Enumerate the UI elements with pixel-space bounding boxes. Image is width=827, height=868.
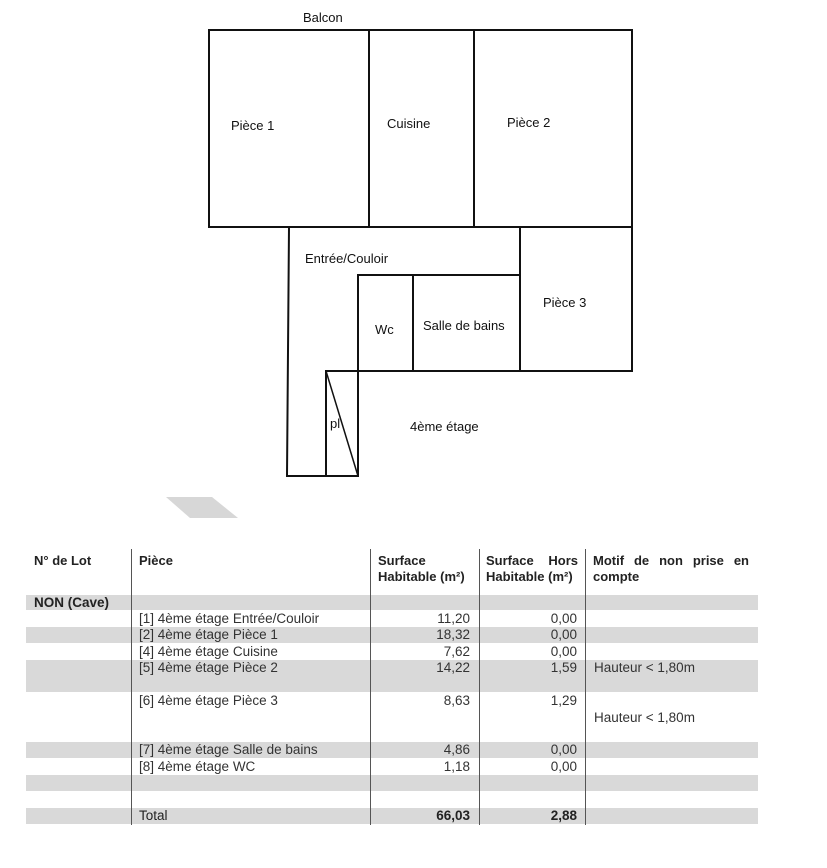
label-sdb: Salle de bains [423, 318, 505, 333]
row-surface-hors: 0,00 [550, 611, 577, 626]
floor-label: 4ème étage [410, 419, 479, 434]
surface-table [26, 549, 758, 829]
row-surface-hors: 0,00 [550, 759, 577, 774]
total-surface-habitable: 66,03 [436, 808, 470, 823]
row-surface-hors: 1,59 [550, 660, 577, 675]
row-piece: [7] 4ème étage Salle de bains [139, 742, 318, 757]
column-separator [370, 549, 371, 825]
label-piece3: Pièce 3 [543, 295, 587, 310]
label-piece2: Pièce 2 [507, 115, 551, 130]
row-surface-habitable: 18,32 [436, 627, 470, 642]
row-piece: [6] 4ème étage Pièce 3 [139, 693, 278, 708]
header-motif: Motif de non prise en compte [593, 553, 749, 584]
room-piece2 [474, 30, 632, 227]
balcon-label: Balcon [303, 10, 343, 25]
row-surface-hors: 0,00 [550, 644, 577, 659]
row-surface-hors: 0,00 [550, 742, 577, 757]
row-surface-hors: 1,29 [550, 693, 577, 708]
label-piece1: Pièce 1 [231, 118, 275, 133]
row-piece: [1] 4ème étage Entrée/Couloir [139, 611, 320, 626]
column-separator [479, 549, 480, 825]
header-surface-habitable: Surface Habitable (m²) [378, 553, 465, 584]
row-surface-habitable: 7,62 [443, 644, 470, 659]
header-piece: Pièce [139, 553, 173, 568]
decorative-shadow [166, 497, 238, 518]
row-surface-hors: 0,00 [550, 627, 577, 642]
row-piece: [4] 4ème étage Cuisine [139, 644, 278, 659]
label-placard: pl [330, 416, 341, 431]
lot-value: NON (Cave) [34, 595, 110, 610]
column-separator [131, 549, 132, 825]
row-surface-habitable: 1,18 [443, 759, 470, 774]
total-surface-hors: 2,88 [550, 808, 577, 823]
row-piece: [8] 4ème étage WC [139, 759, 256, 774]
label-entree: Entrée/Couloir [305, 251, 389, 266]
band [26, 595, 758, 610]
column-separator [585, 549, 586, 825]
row-surface-habitable: 4,86 [443, 742, 470, 757]
row-surface-habitable: 8,63 [443, 693, 470, 708]
label-cuisine: Cuisine [387, 116, 431, 131]
row-motif: Hauteur < 1,80m [594, 660, 695, 675]
header-surface-hors: Surface Hors Habitable (m²) [486, 553, 578, 584]
header-lot: N° de Lot [34, 553, 92, 568]
label-wc: Wc [375, 322, 394, 337]
row-piece: [5] 4ème étage Pièce 2 [139, 660, 278, 675]
band [26, 775, 758, 791]
row-surface-habitable: 11,20 [437, 611, 470, 626]
row-surface-habitable: 14,22 [436, 660, 470, 675]
row-motif: Hauteur < 1,80m [594, 710, 695, 725]
total-label: Total [139, 808, 168, 823]
row-piece: [2] 4ème étage Pièce 1 [139, 627, 278, 642]
